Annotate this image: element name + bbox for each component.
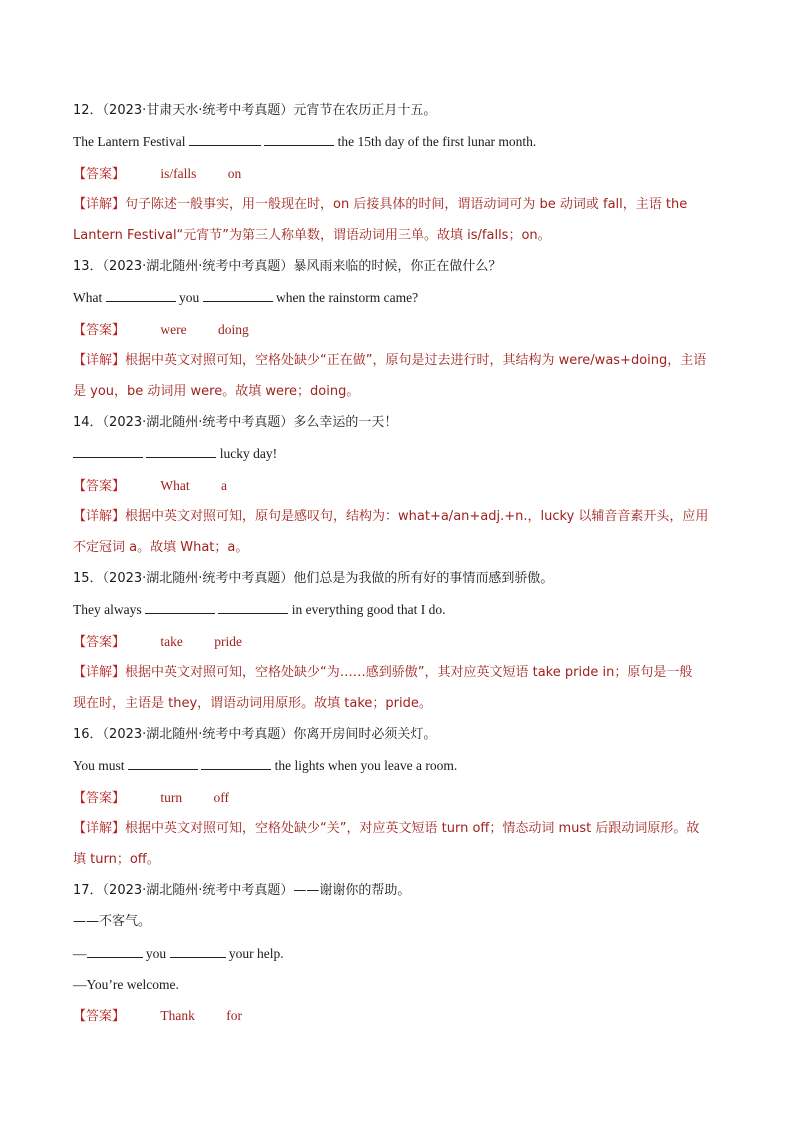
sentence-text: the 15th day of the first lunar month. [337,134,537,149]
blank-2 [146,445,216,458]
answer-label: 【答案】 [73,635,126,650]
question-14-sentence [73,445,723,463]
question-12-header: 12．（2023·甘肃天水·统考中考真题）元宵节在农历正月十五。 [73,103,437,118]
question-17-reply: —You’re welcome. [73,977,179,992]
blank-2 [203,289,273,302]
detail-text: 根据中英文对照可知，原句是感叹句，结构为：what+a/an+adj.+n.，lucky 以辅音音素开头，应用 [125,509,709,524]
answer-word: a [221,478,228,493]
detail-text: 根据中英文对照可知，空格处缺少“关”，对应英文短语 turn off；情态动词 must 后跟动词原形。故 [125,821,700,836]
blank-1 [73,445,143,458]
answer-label: 【答案】 [73,479,126,494]
answer-word: were [160,322,187,337]
question-14-detail [73,508,723,526]
detail-text: 句子陈述一般事实，用一般现在时，on 后接具体的时间，谓语动词可为 be 动词或 fall，主语 the [125,197,688,212]
question-15-header: 15．（2023·湖北随州·统考中考真题）他们总是为我做的所有好的事情而感到骄傲。 [73,571,554,586]
question-13-answer [73,321,723,340]
sentence-text: You must [73,758,125,773]
detail-label: 【详解】 [73,509,126,524]
blank-1 [128,757,198,770]
answer-label: 【答案】 [73,167,126,182]
answer-label: 【答案】 [73,791,126,806]
sentence-text: the lights when you leave a room. [274,758,458,773]
detail-text: Lantern Festival“元宵节”为第三人称单数，谓语动词用三单。故填 is/falls；on。 [73,228,551,243]
sentence-text: in everything good that I do. [291,602,446,617]
question-14-header: 14．（2023·湖北随州·统考中考真题）多么幸运的一天！ [73,415,398,430]
blank-1 [87,945,143,958]
detail-label: 【详解】 [73,353,126,368]
answer-word: turn [160,790,183,805]
answer-word: on [227,166,242,181]
question-15-sentence [73,601,723,619]
question-17-sentence [73,945,723,963]
sentence-text: What [73,290,103,305]
answer-word: Thank [160,1008,195,1023]
detail-text: 根据中英文对照可知，空格处缺少“正在做”，原句是过去进行时，其结构为 were/was+doing，主语 [125,353,707,368]
answer-word: take [160,634,183,649]
blank-1 [106,289,176,302]
sentence-text: you [145,946,167,961]
detail-text: 根据中英文对照可知，空格处缺少“为……感到骄傲”，其对应英文短语 take pride in；原句是一般 [125,665,693,680]
detail-label: 【详解】 [73,197,126,212]
question-16-answer [73,789,723,808]
answer-word: doing [218,322,249,337]
sentence-text: They always [73,602,142,617]
question-12-answer [73,165,723,184]
question-15-answer [73,633,723,652]
question-17-header: 17．（2023·湖北随州·统考中考真题）——谢谢你的帮助。 [73,883,411,898]
sentence-text: when the rainstorm came? [276,290,419,305]
detail-text: 填 turn；off。 [73,852,160,867]
question-13-sentence [73,289,723,307]
detail-label: 【详解】 [73,821,126,836]
question-15-detail [73,664,723,682]
question-13-header: 13．（2023·湖北随州·统考中考真题）暴风雨来临的时候，你正在做什么？ [73,259,502,274]
answer-word: What [160,478,190,493]
answer-word: pride [214,634,243,649]
answer-word: is/falls [160,166,197,181]
sentence-text: — [73,946,87,961]
sentence-text: your help. [228,946,284,961]
question-12-sentence [73,133,723,151]
question-13-detail [73,352,723,370]
detail-label: 【详解】 [73,665,126,680]
question-17-header-reply: ——不客气。 [73,914,152,929]
blank-1 [145,601,215,614]
question-16-header: 16．（2023·湖北随州·统考中考真题）你离开房间时必须关灯。 [73,727,437,742]
answer-label: 【答案】 [73,323,126,338]
answer-label: 【答案】 [73,1009,126,1024]
question-16-sentence [73,757,723,775]
answer-word: for [226,1008,243,1023]
blank-2 [218,601,288,614]
blank-2 [201,757,271,770]
blank-2 [170,945,226,958]
sentence-text: you [179,290,200,305]
question-16-detail [73,820,723,838]
question-17-answer [73,1007,723,1026]
blank-1 [189,133,261,146]
sentence-text: The Lantern Festival [73,134,186,149]
detail-text: 是 you，be 动词用 were。故填 were；doing。 [73,384,360,399]
question-12-detail [73,196,723,214]
sentence-text: lucky day! [219,446,278,461]
blank-2 [264,133,334,146]
detail-text: 不定冠词 a。故填 What；a。 [73,540,249,555]
question-14-answer [73,477,723,496]
answer-word: off [213,790,230,805]
detail-text: 现在时，主语是 they，谓语动词用原形。故填 take；pride。 [73,696,432,711]
